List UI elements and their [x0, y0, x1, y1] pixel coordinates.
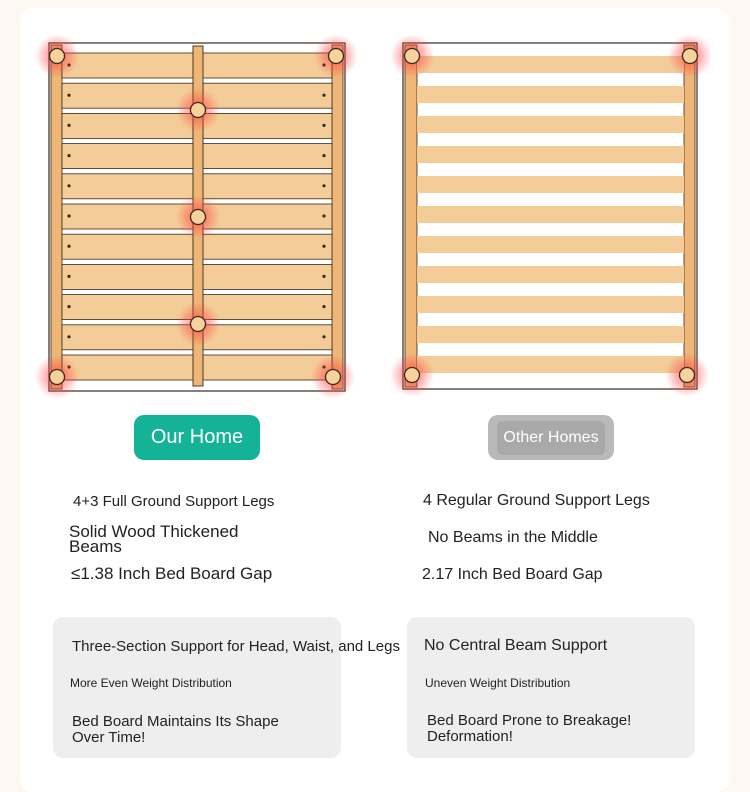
bed-slat [417, 296, 684, 313]
bed-slat [417, 56, 684, 73]
our-feature-support-legs: 4+3 Full Ground Support Legs [73, 493, 275, 510]
other-homes-button[interactable] [488, 415, 614, 460]
side-rail-left [51, 45, 62, 389]
our-home-label: Our Home [150, 426, 244, 448]
slat-screw [322, 124, 325, 127]
bed-without-center-beam-icon [385, 22, 720, 412]
slat-screw [67, 305, 70, 308]
support-leg-icon [191, 317, 206, 332]
other-feature-board-gap: 2.17 Inch Bed Board Gap [422, 566, 603, 583]
bed-slat [417, 86, 684, 103]
our-panel-note: Bed Board Maintains Its Shape Over Time! [72, 713, 279, 746]
slat-screw [322, 335, 325, 338]
other-feature-no-beams: No Beams in the Middle [428, 529, 598, 546]
support-leg-icon [326, 370, 341, 385]
slat-screw [322, 154, 325, 157]
support-leg-icon [683, 49, 698, 64]
support-leg-icon [329, 49, 344, 64]
support-leg-icon [405, 49, 420, 64]
support-leg-icon [191, 103, 206, 118]
side-rail-left [405, 45, 417, 387]
slat-screw [67, 245, 70, 248]
slat-screw [67, 124, 70, 127]
slat-screw [322, 275, 325, 278]
slat-screw [322, 184, 325, 187]
our-feature-board-gap: ≤1.38 Inch Bed Board Gap [71, 564, 273, 583]
bed-slat [417, 266, 684, 283]
bed-slat [417, 356, 684, 373]
bed-slat [417, 146, 684, 163]
slat-screw [322, 94, 325, 97]
slat-screw [322, 214, 325, 217]
side-rail-right [332, 45, 343, 389]
bed-slats-group [403, 43, 697, 389]
support-leg-icon [50, 370, 65, 385]
support-leg-icon [50, 49, 65, 64]
bed-slat [417, 116, 684, 133]
slat-screw [67, 214, 70, 217]
slat-screw [322, 305, 325, 308]
support-leg-icon [405, 368, 420, 383]
side-rail-right [684, 45, 695, 387]
our-panel-title: Three-Section Support for Head, Waist, and Legs [72, 638, 400, 655]
support-leg-icon [680, 368, 695, 383]
slat-screw [67, 154, 70, 157]
bed-slat [417, 236, 684, 253]
other-panel-subtitle: Uneven Weight Distribution [425, 676, 571, 690]
slat-screw [322, 245, 325, 248]
other-homes-label: Other Homes [497, 421, 604, 455]
bed-slat [417, 206, 684, 223]
our-bed-frame-illustration [30, 22, 370, 412]
other-bed-frame-illustration [385, 22, 720, 412]
our-panel-subtitle: More Even Weight Distribution [70, 676, 232, 690]
support-leg-icon [191, 210, 206, 225]
other-panel-title: No Central Beam Support [424, 637, 608, 654]
slat-screw [67, 184, 70, 187]
other-feature-support-legs: 4 Regular Ground Support Legs [423, 492, 650, 509]
bed-slat [417, 326, 684, 343]
slat-screw [67, 94, 70, 97]
bed-with-center-beam-icon [30, 22, 370, 412]
slat-screw [67, 335, 70, 338]
our-home-button[interactable] [134, 415, 260, 460]
bed-slat [417, 176, 684, 193]
our-feature-beams: Solid Wood Thickened Beams [69, 522, 239, 556]
other-panel-note: Bed Board Prone to Breakage! Deformation! [427, 712, 632, 745]
slat-screw [67, 275, 70, 278]
